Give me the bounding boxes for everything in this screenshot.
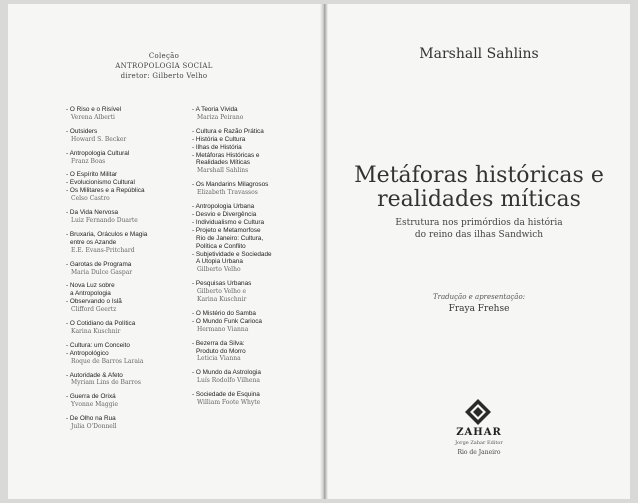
series-name: ANTROPOLOGIA SOCIAL: [115, 62, 213, 70]
title-page: [328, 4, 630, 499]
series-book-entry: [192, 310, 310, 334]
series-book-entry: [66, 415, 184, 431]
publisher-city: Rio de Janeiro: [457, 449, 501, 456]
book-title-text: - Garotas de Programa: [66, 261, 184, 269]
series-label: Coleção: [148, 52, 180, 60]
book-title-text: - Autoridade & Afeto: [66, 372, 184, 380]
book-author-text: Julia O'Donnell: [71, 423, 117, 431]
book-title-text: Realidades Míticas: [196, 159, 250, 167]
book-title-text: A Utopia Urbana: [196, 258, 243, 266]
book-spread: [8, 4, 630, 499]
book-title-text: - A Teoria Vivida: [192, 106, 310, 114]
book-author-text: Yvonne Maggie: [71, 401, 119, 409]
book-author-text: Karina Kuschnir: [71, 327, 121, 335]
book-author-text: Roque de Barros Laraia: [71, 357, 144, 365]
book-title: [328, 164, 630, 212]
book-title-text: - História e Cultura: [192, 136, 310, 144]
book-title-text: - Antropologia Cultural: [66, 150, 184, 158]
book-title-text: - O Mundo da Astrologia: [192, 369, 310, 377]
book-title-text: - Antropológico: [66, 350, 184, 358]
book-title-text: - Nova Luz sobre: [66, 282, 184, 290]
series-book-entry: [66, 209, 184, 225]
book-title-text: - Bezerra da Silva:: [192, 340, 310, 348]
book-title-text: Produto do Morro: [196, 347, 246, 355]
book-title-text: - Observando o Islã: [66, 298, 184, 306]
left-page: [8, 4, 320, 499]
book-title-text: - Sociedade de Esquina: [192, 391, 310, 399]
book-title-text: - Guerra de Orixá: [66, 393, 184, 401]
book-title-text: - Metáforas Históricas e: [192, 152, 310, 160]
book-title-text: - O Cotidiano da Política: [66, 320, 184, 328]
book-title-text: Rio de Janeiro: Cultura,: [196, 234, 264, 242]
book-author-text: Gilberto Velho: [197, 266, 241, 274]
book-title-text: - Evolucionismo Cultural: [66, 179, 184, 187]
book-title-line: Metáforas históricas e: [354, 163, 604, 188]
book-title-text: - O Mundo Funk Carioca: [192, 318, 310, 326]
book-author-text: Karina Kuschnir: [197, 296, 247, 304]
book-title-text: - Projeto e Metamorfose: [192, 227, 310, 235]
translator-name: Fraya Frehse: [448, 304, 510, 314]
series-book-entry: [192, 280, 310, 304]
book-author-text: Gilberto Velho e: [197, 288, 247, 296]
series-list-right: [192, 106, 310, 413]
series-book-entry: [66, 372, 184, 388]
series-book-entry: [66, 393, 184, 409]
book-author-text: Mariza Peirano: [197, 113, 244, 121]
book-author-text: Clifford Geertz: [71, 306, 117, 314]
book-author-text: Celso Castro: [71, 195, 110, 203]
publisher-name: ZAHAR: [456, 427, 502, 438]
book-title-text: - Desvio e Divergência: [192, 211, 310, 219]
book-title-text: - Cultura e Razão Prática: [192, 128, 310, 136]
book-title-text: - Outsiders: [66, 128, 184, 136]
book-author-text: Elizabeth Travassos: [197, 189, 258, 197]
book-title-text: - O Riso e o Risível: [66, 106, 184, 114]
book-title-text: - Bruxaria, Oráculos e Magia: [66, 231, 184, 239]
series-book-entry: [192, 181, 310, 197]
series-book-entry: [66, 320, 184, 336]
translation-label: Tradução e apresentação:: [432, 293, 526, 301]
book-author-text: Luís Rodolfo Vilhena: [197, 377, 260, 385]
book-title-text: - Subjetividade e Sociedade: [192, 251, 310, 259]
book-title-text: Política e Conflito: [196, 242, 246, 250]
book-title-text: - Da Vida Nervosa: [66, 209, 184, 217]
book-author-text: William Foote Whyte: [197, 399, 261, 407]
subtitle-line: Estrutura nos primórdios da história: [395, 218, 563, 228]
series-book-entry: [192, 128, 310, 175]
series-book-entry: [192, 340, 310, 364]
series-director: diretor: Gilberto Velho: [120, 72, 208, 80]
series-header: [8, 51, 320, 81]
series-book-entry: [192, 203, 310, 274]
series-book-entry: [66, 150, 184, 166]
book-title-text: - Os Militares e a República: [66, 187, 184, 195]
book-title-text: - Individualismo e Cultura: [192, 219, 310, 227]
book-author-text: Verena Alberti: [71, 113, 115, 121]
book-title-text: entre os Azande: [70, 238, 117, 246]
book-title-line: realidades míticas: [377, 187, 581, 212]
book-title-text: - Pesquisas Urbanas: [192, 280, 310, 288]
series-book-entry: [192, 369, 310, 385]
book-gutter: [320, 4, 328, 499]
book-title-text: a Antropologia: [70, 290, 111, 298]
book-author-text: Howard S. Becker: [71, 135, 127, 143]
book-author-text: Maria Dulce Gaspar: [71, 268, 133, 276]
book-author-text: Hermano Vianna: [197, 325, 249, 333]
series-book-entry: [66, 106, 184, 122]
series-book-entry: [66, 342, 184, 366]
book-author-text: Franz Boas: [71, 157, 106, 165]
publisher-logo-icon: [464, 398, 492, 426]
series-book-entry: [66, 171, 184, 203]
book-title-text: - De Olho na Rua: [66, 415, 184, 423]
book-author-text: E.E. Evans-Pritchard: [71, 246, 135, 254]
subtitle-line: do reino das ilhas Sandwich: [414, 230, 544, 240]
series-book-entry: [66, 128, 184, 144]
book-title-text: - O Espírito Militar: [66, 171, 184, 179]
book-title-text: - O Mistério do Samba: [192, 310, 310, 318]
series-book-entry: [192, 106, 310, 122]
book-title-text: - Ilhas de História: [192, 144, 310, 152]
series-book-entry: [66, 282, 184, 314]
series-book-entry: [66, 231, 184, 255]
publisher-subname: Jorge Zahar Editor: [455, 440, 503, 446]
series-book-entry: [66, 261, 184, 277]
book-title-text: - Cultura: um Conceito: [66, 342, 184, 350]
series-list-left: [66, 106, 184, 437]
book-author-text: Myriam Lins de Barros: [71, 379, 141, 387]
book-title-text: - Os Mandarins Milagrosos: [192, 181, 310, 189]
book-title-text: - Antropologia Urbana: [192, 203, 310, 211]
series-book-entry: [192, 391, 310, 407]
book-author-text: Leticia Vianna: [197, 355, 241, 363]
book-author-text: Luiz Fernando Duarte: [71, 216, 138, 224]
book-subtitle: [328, 217, 630, 241]
book-author-text: Marshall Sahlins: [197, 167, 249, 175]
author-name: Marshall Sahlins: [419, 46, 539, 62]
